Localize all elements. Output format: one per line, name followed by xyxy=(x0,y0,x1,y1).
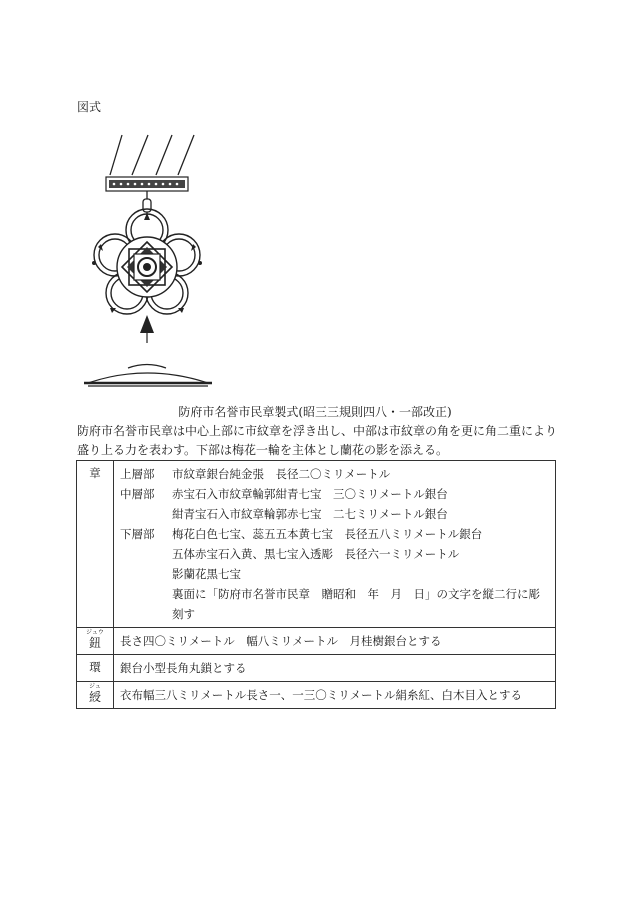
row-body-ju: 衣布幅三八ミリメートル長さ一、一三〇ミリメートル絹糸紅、白木目入とする xyxy=(114,682,556,709)
medal-side-view xyxy=(84,365,212,387)
specification-table xyxy=(76,460,556,709)
description-line: 防府市名誉市民章は中心上部に市紋章を浮き出し、中部は市紋章の角を更に角二重により xyxy=(77,424,558,438)
figure-label: 図式 xyxy=(77,100,102,114)
pendant-point xyxy=(140,315,154,343)
spec-text: 赤宝石入市紋章輪郭紺青七宝 三〇ミリメートル銀台 xyxy=(172,487,448,501)
center-emblem xyxy=(117,237,177,297)
spec-text: 梅花白色七宝、蕊五五本黄七宝 長径五八ミリメートル銀台 xyxy=(172,527,483,541)
table-row-sho xyxy=(77,461,556,628)
spec-text: 紺青宝石入市紋章輪郭赤七宝 二七ミリメートル銀台 xyxy=(172,507,448,521)
spec-line xyxy=(120,464,549,484)
ruby-reading: ジュウ xyxy=(86,629,104,636)
spec-text: 裏面に「防府市名誉市民章 贈昭和 年 月 日」の文字を縦二行に彫刻す xyxy=(172,587,540,621)
description-paragraph xyxy=(77,422,557,459)
spec-line xyxy=(120,504,549,524)
table-row-chu xyxy=(77,628,556,655)
row-head-ju xyxy=(77,682,114,709)
spec-text: 市紋章銀台純金張 長径二〇ミリメートル xyxy=(172,467,391,481)
spec-line xyxy=(120,484,549,504)
spec-line xyxy=(120,524,549,544)
ruby-reading: ジュ xyxy=(89,683,101,690)
spec-sub-label xyxy=(120,504,172,524)
row-body-kan: 銀台小型長角丸鎖とする xyxy=(114,655,556,682)
spec-sub-label xyxy=(120,544,172,564)
ribbon-lines xyxy=(110,135,194,175)
head-kanji: 鈕 xyxy=(88,636,101,650)
description-line: 盛り上る力を表わす。下部は梅花一輪を主体とし蘭花の影を添える。 xyxy=(77,442,449,457)
spec-line xyxy=(120,544,549,564)
table-row-kan xyxy=(77,655,556,682)
head-kanji: 綬 xyxy=(88,690,101,704)
table-row-ju xyxy=(77,682,556,709)
ribbon-bar xyxy=(106,177,188,191)
row-body-chu: 長さ四〇ミリメートル 幅八ミリメートル 月桂樹銀台とする xyxy=(114,628,556,655)
regulation-title: 防府市名誉市民章製式(昭三三規則四八・一部改正) xyxy=(178,405,452,419)
row-head-sho: 章 xyxy=(77,461,114,628)
row-head-kan: 環 xyxy=(77,655,114,682)
spec-sub-label: 下層部 xyxy=(120,527,155,541)
spec-sub-label: 上層部 xyxy=(120,467,155,481)
spec-sub-label xyxy=(120,584,172,624)
spec-sub-label xyxy=(120,564,172,584)
spec-text: 影蘭花黒七宝 xyxy=(172,567,241,581)
spec-sub-label: 中層部 xyxy=(120,487,155,501)
spec-line xyxy=(120,564,549,584)
spec-line xyxy=(120,584,549,624)
row-head-chu xyxy=(77,628,114,655)
medal-illustration xyxy=(70,125,230,395)
spec-text: 五体赤宝石入黄、黒七宝入透彫 長径六一ミリメートル xyxy=(172,547,460,561)
row-body-sho xyxy=(114,461,556,628)
